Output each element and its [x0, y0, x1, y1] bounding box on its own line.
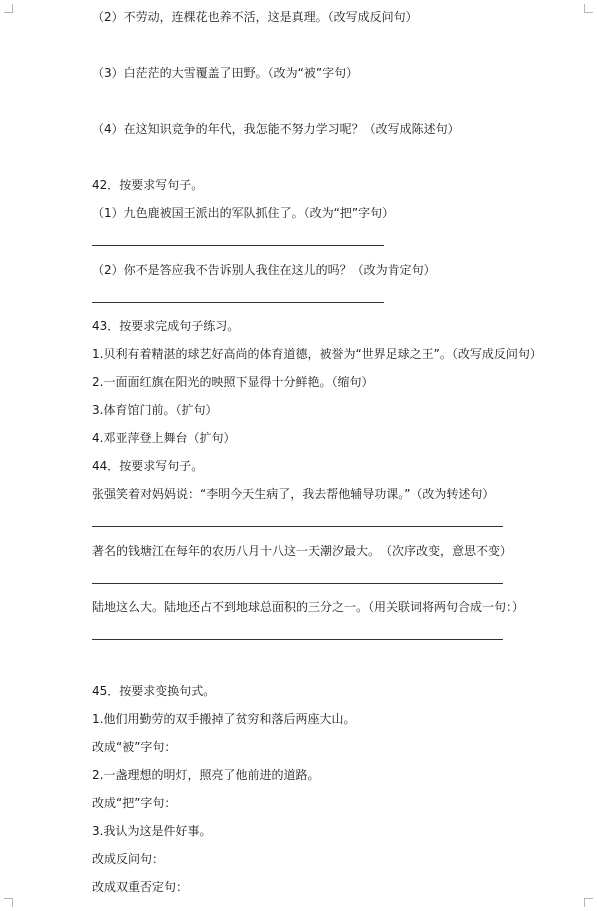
q45-heading: 45．按要求变换句式。	[92, 684, 216, 698]
q42-item-2: （2）你不是答应我不告诉别人我住在这儿的吗？（改为肯定句）	[92, 263, 436, 277]
q41-item-2: （2）不劳动，连棵花也养不活，这是真理。（改写成反问句）	[92, 10, 418, 24]
q44-heading: 44．按要求写句子。	[92, 459, 204, 473]
q44-item-1: 张强笑着对妈妈说：“李明今天生病了，我去帮他辅导功课。”（改为转述句）	[92, 487, 495, 501]
q45-prompt-bei: 改成“被”字句：	[92, 740, 177, 754]
q43-item-3: 3.体育馆门前。（扩句）	[92, 403, 218, 417]
answer-line	[92, 583, 503, 584]
q45-item-1: 1.他们用勤劳的双手搬掉了贫穷和落后两座大山。	[92, 712, 356, 726]
q45-prompt-double-negative: 改成双重否定句：	[92, 880, 189, 894]
answer-line	[92, 526, 503, 527]
answer-line	[92, 639, 503, 640]
q45-prompt-rhetorical: 改成反问句：	[92, 852, 165, 866]
q44-item-2: 著名的钱塘江在每年的农历八月十八这一天潮汐最大。 （次序改变，意思不变）	[92, 544, 513, 558]
page-corner-mark	[4, 898, 13, 907]
page-corner-mark	[584, 4, 593, 13]
q43-item-4: 4.邓亚萍登上舞台（扩句）	[92, 431, 236, 445]
q41-item-4: （4）在这知识竞争的年代，我怎能不努力学习呢？（改写成陈述句）	[92, 122, 460, 136]
answer-line	[92, 302, 384, 303]
answer-line	[92, 245, 384, 246]
q43-item-1: 1.贝利有着精湛的球艺好高尚的体育道德，被誉为“世界足球之王”。（改写成反问句）	[92, 347, 542, 361]
q41-item-3: （3）白茫茫的大雪覆盖了田野。（改为“被”字句）	[92, 66, 359, 80]
q42-item-1: （1）九色鹿被国王派出的军队抓住了。（改为“把”字句）	[92, 206, 395, 220]
page-corner-mark	[584, 898, 593, 907]
page-corner-mark	[4, 4, 13, 13]
q44-item-3: 陆地这么大。陆地还占不到地球总面积的三分之一。（用关联词将两句合成一句：）	[92, 600, 525, 614]
q43-heading: 43．按要求完成句子练习。	[92, 319, 240, 333]
q45-prompt-ba: 改成“把”字句：	[92, 796, 177, 810]
q45-item-2: 2.一盏理想的明灯，照亮了他前进的道路。	[92, 768, 320, 782]
q45-item-3: 3.我认为这是件好事。	[92, 824, 212, 838]
q43-item-2: 2.一面面红旗在阳光的映照下显得十分鲜艳。（缩句）	[92, 375, 374, 389]
q42-heading: 42．按要求写句子。	[92, 178, 204, 192]
